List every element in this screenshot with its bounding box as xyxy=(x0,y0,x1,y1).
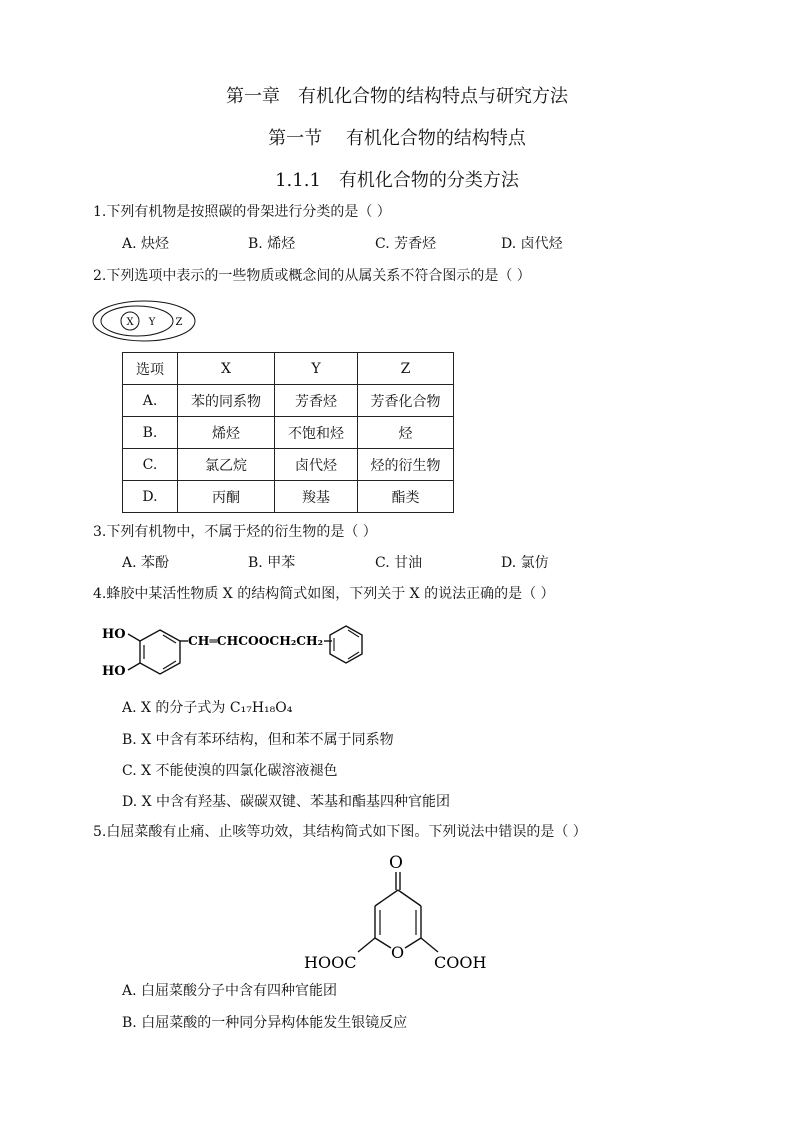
table-cell: 烃的衍生物 xyxy=(358,449,454,481)
table-cell: 卤代烃 xyxy=(275,449,358,481)
table-header: 选项 xyxy=(123,353,178,385)
q1-option-d: D. 卤代烃 xyxy=(501,236,563,252)
section-title: 第一节 有机化合物的结构特点 xyxy=(268,128,526,149)
table-cell: B. xyxy=(123,417,178,449)
table-cell: 苯的同系物 xyxy=(178,385,275,417)
hydroxyl-bottom-label: HO xyxy=(102,664,126,679)
question-5-stem: 5.白屈菜酸有止痛、止咳等功效，其结构简式如下图。下列说法中错误的是（ ） xyxy=(93,824,587,840)
right-carboxyl-label: COOH xyxy=(434,953,487,972)
ring-oxygen-label: O xyxy=(391,943,405,962)
question-1-options xyxy=(122,234,742,254)
q1-option-b: B. 烯烃 xyxy=(248,236,296,252)
q3-option-d: D. 氯仿 xyxy=(501,555,549,571)
table-header: Y xyxy=(275,353,358,385)
question-1-stem: 1.下列有机物是按照碳的骨架进行分类的是（ ） xyxy=(93,204,391,220)
table-cell: 芳香化合物 xyxy=(358,385,454,417)
q4-option-d: D. X 中含有羟基、碳碳双键、苯基和酯基四种官能团 xyxy=(122,794,451,810)
diagram-y-label: Y xyxy=(148,317,156,328)
nested-ellipse-diagram xyxy=(93,300,199,344)
table-row xyxy=(123,481,454,513)
chelidonic-acid-structure xyxy=(300,848,500,978)
q5-option-b: B. 白屈菜酸的一种同分异构体能发生银镜反应 xyxy=(122,1015,408,1031)
table-cell: 酯类 xyxy=(358,481,454,513)
q4-option-a: A. X 的分子式为 C₁₇H₁₈O₄ xyxy=(122,700,293,716)
table-header-row xyxy=(123,353,454,385)
hydroxyl-top-label: HO xyxy=(102,627,126,642)
q4-option-c: C. X 不能使溴的四氯化碳溶液褪色 xyxy=(122,763,338,779)
chapter-title: 第一章 有机化合物的结构特点与研究方法 xyxy=(226,86,568,107)
table-cell: 丙酮 xyxy=(178,481,275,513)
q5-option-a: A. 白屈菜酸分子中含有四种官能团 xyxy=(122,983,338,999)
q1-option-c: C. 芳香烃 xyxy=(375,236,437,252)
table-row xyxy=(123,385,454,417)
carbonyl-oxygen-label: O xyxy=(389,853,403,873)
classification-table xyxy=(122,352,454,513)
diagram-x-label: X xyxy=(126,317,134,328)
table-header: X xyxy=(178,353,275,385)
table-cell: 芳香烃 xyxy=(275,385,358,417)
caffeate-structure xyxy=(100,618,370,680)
q4-option-b: B. X 中含有苯环结构，但和苯不属于同系物 xyxy=(122,732,394,748)
table-header: Z xyxy=(358,353,454,385)
table-cell: C. xyxy=(123,449,178,481)
table-cell: A. xyxy=(123,385,178,417)
table-cell: 氯乙烷 xyxy=(178,449,275,481)
table-cell: 烯烃 xyxy=(178,417,275,449)
question-4-stem: 4.蜂胶中某活性物质 X 的结构简式如图，下列关于 X 的说法正确的是（ ） xyxy=(93,586,555,602)
table-cell: 羧基 xyxy=(275,481,358,513)
table-row xyxy=(123,417,454,449)
diagram-z-label: Z xyxy=(175,317,183,328)
table-cell: D. xyxy=(123,481,178,513)
table-cell: 烃 xyxy=(358,417,454,449)
question-3-stem: 3.下列有机物中，不属于烃的衍生物的是（ ） xyxy=(93,524,377,540)
table-row xyxy=(123,449,454,481)
table-cell: 不饱和烃 xyxy=(275,417,358,449)
question-3-options xyxy=(122,553,742,573)
q3-option-a: A. 苯酚 xyxy=(122,555,170,571)
lesson-title: 1.1.1 有机化合物的分类方法 xyxy=(275,170,519,191)
q3-option-c: C. 甘油 xyxy=(375,555,423,571)
q3-option-b: B. 甲苯 xyxy=(248,555,296,571)
left-carboxyl-label: HOOC xyxy=(304,953,357,972)
q1-option-a: A. 炔烃 xyxy=(122,236,170,252)
side-chain-label: CH═CHCOOCH₂CH₂ xyxy=(188,634,323,648)
question-2-stem: 2.下列选项中表示的一些物质或概念间的从属关系不符合图示的是（ ） xyxy=(93,268,531,284)
